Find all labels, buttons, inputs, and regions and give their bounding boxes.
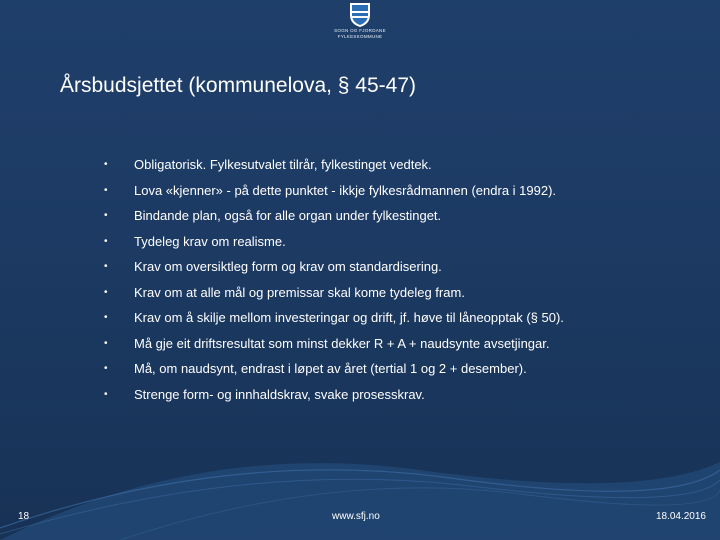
bullet-dot-icon: •	[104, 286, 108, 298]
logo-text-line2: FYLKESKOMMUNE	[337, 34, 383, 39]
bullet-item	[100, 254, 700, 280]
logo	[332, 2, 388, 50]
bullet-item	[100, 305, 700, 331]
bullet-text: Må gje eit driftsresultat som minst dekker R + A + naudsynte avsetjingar.	[134, 335, 550, 351]
bullet-text: Krav om oversiktleg form og krav om standardisering.	[134, 259, 442, 274]
bullet-dot-icon: •	[104, 261, 108, 272]
bullet-item	[100, 280, 700, 306]
footer-date: 18.04.2016	[655, 511, 706, 522]
bullet-text: Obligatorisk. Fylkesutvalet tilrår, fylkestinget vedtek.	[134, 157, 432, 172]
bullet-dot-icon: •	[104, 363, 108, 374]
footer-url: www.sfj.no	[332, 511, 380, 522]
bullet-dot-icon: •	[104, 235, 108, 247]
logo-text-line1: SOGN OG FJORDANE	[334, 28, 386, 33]
slide-title: Årsbudsjettet (kommunelova, § 45-47)	[60, 74, 417, 97]
bullet-list	[100, 152, 700, 407]
shield-icon	[349, 2, 371, 28]
bullet-dot-icon: •	[104, 184, 108, 196]
bullet-dot-icon: •	[104, 210, 108, 221]
bullet-text: Krav om å skilje mellom investeringar og drift, jf. høve til låneopptak (§ 50).	[134, 310, 564, 325]
bullet-text: Krav om at alle mål og premissar skal kome tydeleg fram.	[134, 284, 465, 300]
bullet-text: Bindande plan, også for alle organ under fylkestinget.	[134, 208, 442, 223]
bullet-item	[100, 331, 700, 357]
bullet-dot-icon: •	[104, 159, 108, 170]
bullet-text: Strenge form- og innhaldskrav, svake prosesskrav.	[134, 386, 425, 402]
bullet-dot-icon: •	[104, 337, 108, 349]
bullet-dot-icon: •	[104, 388, 108, 400]
bullet-item	[100, 178, 700, 204]
bullet-text: Lova «kjenner» - på dette punktet - ikkje fylkesrådmannen (endra i 1992).	[134, 182, 557, 198]
bullet-dot-icon: •	[104, 312, 108, 323]
bullet-text: Tydeleg krav om realisme.	[134, 233, 286, 249]
bullet-text: Må, om naudsynt, endrast i løpet av året (tertial 1 og 2 + desember).	[134, 361, 527, 376]
bullet-item	[100, 152, 700, 178]
bullet-item	[100, 229, 700, 255]
bullet-item	[100, 203, 700, 229]
bullet-item	[100, 382, 700, 408]
bullet-item	[100, 356, 700, 382]
slide-number: 18	[18, 511, 30, 522]
